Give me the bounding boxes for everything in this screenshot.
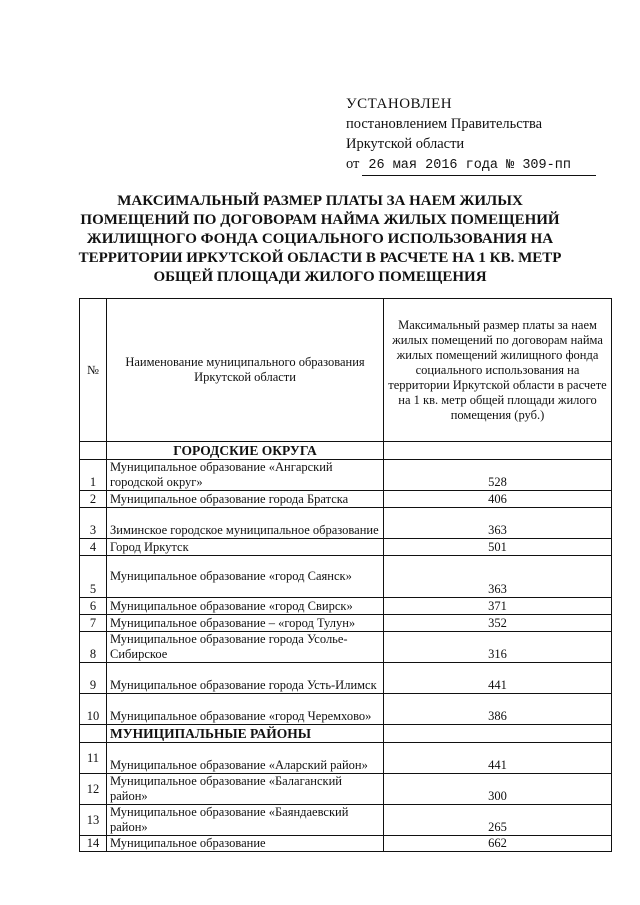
row-value: 501 — [384, 539, 612, 556]
row-name: Город Иркутск — [107, 539, 384, 556]
row-num: 12 — [80, 774, 107, 805]
row-num: 1 — [80, 460, 107, 491]
approval-date-row — [346, 154, 596, 176]
row-value: 265 — [384, 805, 612, 836]
row-name: Муниципальное образование – «город Тулун» — [107, 615, 384, 632]
row-name: Муниципальное образование «Баяндаевский район» — [107, 805, 384, 836]
row-name: Муниципальное образование города Братска — [107, 491, 384, 508]
row-num: 5 — [80, 556, 107, 598]
row-name: Муниципальное образование «город Черемхово» — [107, 694, 384, 725]
row-value: 363 — [384, 556, 612, 598]
row-value: 300 — [384, 774, 612, 805]
row-num: 8 — [80, 632, 107, 663]
table-row — [80, 805, 612, 836]
row-value: 406 — [384, 491, 612, 508]
row-name: Муниципальное образование «Ангарский городской округ» — [107, 460, 384, 491]
row-value: 316 — [384, 632, 612, 663]
table-header-row — [80, 299, 612, 442]
row-num: 3 — [80, 508, 107, 539]
table-row — [80, 460, 612, 491]
table-row — [80, 598, 612, 615]
row-num: 14 — [80, 836, 107, 852]
table-row — [80, 539, 612, 556]
table-row — [80, 743, 612, 774]
approval-date-value: 26 мая 2016 года № 309-пп — [362, 157, 596, 176]
approval-line-2: Иркутской области — [346, 136, 465, 152]
row-value: 662 — [384, 836, 612, 852]
approval-line-1: постановлением Правительства — [346, 116, 543, 132]
heading-line-2: ПОМЕЩЕНИЙ ПО ДОГОВОРАМ НАЙМА ЖИЛЫХ ПОМЕЩЕНИЙ — [80, 212, 560, 228]
row-name: Муниципальное образование — [107, 836, 384, 852]
row-value: 441 — [384, 743, 612, 774]
row-name: Муниципальное образование «город Саянск» — [107, 556, 384, 598]
table-row — [80, 632, 612, 663]
row-name: Муниципальное образование «Аларский район» — [107, 743, 384, 774]
row-num: 7 — [80, 615, 107, 632]
table-row — [80, 508, 612, 539]
table-row — [80, 491, 612, 508]
row-name: Зиминское городское муниципальное образование — [107, 508, 384, 539]
row-value: 528 — [384, 460, 612, 491]
row-name: Муниципальное образование «Балаганский район» — [107, 774, 384, 805]
row-value: 441 — [384, 663, 612, 694]
approval-date-prefix: от — [346, 156, 360, 172]
row-num: 2 — [80, 491, 107, 508]
fee-table — [79, 298, 612, 852]
header-name: Наименование муниципального образования Иркутской области — [107, 299, 384, 442]
section-title-districts: МУНИЦИПАЛЬНЫЕ РАЙОНЫ — [107, 725, 384, 743]
section-row-districts — [80, 725, 612, 743]
header-value: Максимальный размер платы за наем жилых помещений по договорам найма жилых помещений жилищного фонда социального использования на территории Иркутской области в расчете на 1 кв. метр общей площади жилого помещения (руб.) — [384, 299, 612, 442]
row-value: 371 — [384, 598, 612, 615]
row-num: 11 — [80, 743, 107, 774]
row-name: Муниципальное образование города Усть-Илимск — [107, 663, 384, 694]
table-row — [80, 694, 612, 725]
table-row — [80, 663, 612, 694]
header-num: № — [80, 299, 107, 442]
row-value: 352 — [384, 615, 612, 632]
row-num: 9 — [80, 663, 107, 694]
heading-line-5: ОБЩЕЙ ПЛОЩАДИ ЖИЛОГО ПОМЕЩЕНИЯ — [153, 269, 487, 285]
table-row — [80, 774, 612, 805]
section-title-urban: ГОРОДСКИЕ ОКРУГА — [107, 442, 384, 460]
row-num: 10 — [80, 694, 107, 725]
row-name: Муниципальное образование города Усолье-Сибирское — [107, 632, 384, 663]
document-heading — [60, 192, 580, 287]
row-num: 13 — [80, 805, 107, 836]
row-name: Муниципальное образование «город Свирск» — [107, 598, 384, 615]
row-num: 6 — [80, 598, 107, 615]
table-row — [80, 556, 612, 598]
row-num: 4 — [80, 539, 107, 556]
section-row-urban — [80, 442, 612, 460]
heading-line-4: ТЕРРИТОРИИ ИРКУТСКОЙ ОБЛАСТИ В РАСЧЕТЕ НА 1 КВ. МЕТР — [78, 250, 562, 266]
heading-line-3: ЖИЛИЩНОГО ФОНДА СОЦИАЛЬНОГО ИСПОЛЬЗОВАНИЯ НА — [86, 231, 554, 247]
heading-line-1: МАКСИМАЛЬНЫЙ РАЗМЕР ПЛАТЫ ЗА НАЕМ ЖИЛЫХ — [117, 193, 523, 209]
row-value: 363 — [384, 508, 612, 539]
approval-title: УСТАНОВЛЕН — [346, 96, 453, 112]
approval-block — [346, 94, 596, 176]
table-row — [80, 615, 612, 632]
row-value: 386 — [384, 694, 612, 725]
table-row — [80, 836, 612, 852]
